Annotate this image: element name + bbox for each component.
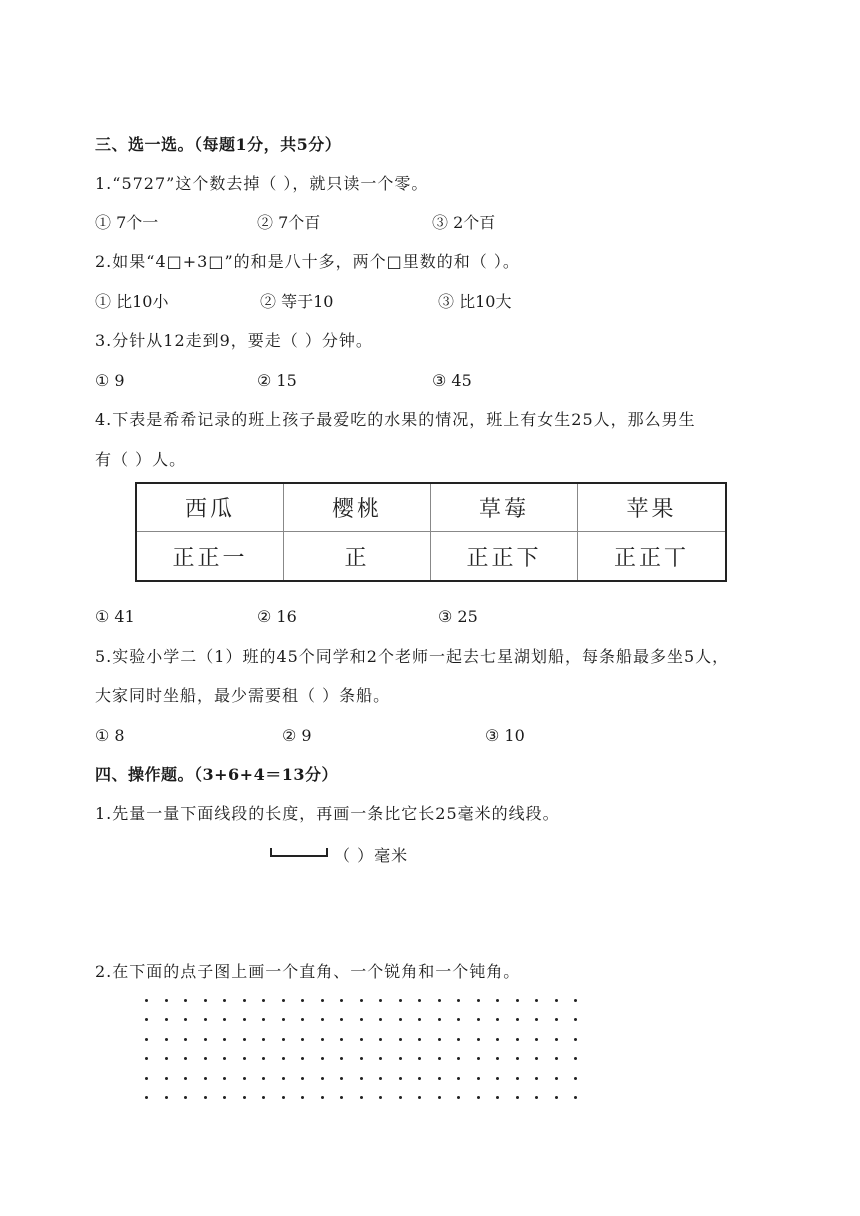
question-4-text-line1: 4.下表是希希记录的班上孩子最爱吃的水果的情况，班上有女生25人，那么男生 <box>95 410 696 429</box>
grid-dot[interactable] <box>282 1057 285 1060</box>
q4-option-1: ① 41 <box>95 607 135 626</box>
grid-dot[interactable] <box>165 1018 168 1021</box>
grid-dot[interactable] <box>418 1038 421 1041</box>
grid-dot[interactable] <box>165 1038 168 1041</box>
grid-dot[interactable] <box>301 1018 304 1021</box>
grid-dot[interactable] <box>457 1077 460 1080</box>
grid-dot[interactable] <box>457 1038 460 1041</box>
grid-dot[interactable] <box>145 1077 148 1080</box>
grid-dot[interactable] <box>204 1077 207 1080</box>
q2-option-2: ② 等于10 <box>260 292 334 311</box>
operation-2-text: 2.在下面的点子图上画一个直角、一个锐角和一个钝角。 <box>95 962 521 981</box>
grid-dot[interactable] <box>223 1038 226 1041</box>
grid-dot[interactable] <box>145 999 148 1002</box>
grid-dot[interactable] <box>262 1018 265 1021</box>
grid-dot[interactable] <box>165 1077 168 1080</box>
grid-dot[interactable] <box>145 1057 148 1060</box>
section-3-heading: 三、选一选。（每题1分，共5分） <box>95 135 342 154</box>
grid-dot[interactable] <box>184 999 187 1002</box>
fruit-tally-table <box>135 482 727 582</box>
grid-dot[interactable] <box>321 1057 324 1060</box>
table-header-cherry: 樱桃 <box>284 484 431 532</box>
grid-dot[interactable] <box>418 1018 421 1021</box>
q2-option-3: ③ 比10大 <box>438 292 512 311</box>
grid-dot[interactable] <box>496 1038 499 1041</box>
segment-line <box>270 855 328 857</box>
question-3-text: 3.分针从12走到9，要走（ ）分钟。 <box>95 331 373 350</box>
grid-dot[interactable] <box>535 1018 538 1021</box>
question-1-text: 1.“5727”这个数去掉（ ），就只读一个零。 <box>95 174 429 193</box>
table-header-strawberry: 草莓 <box>431 484 578 532</box>
table-header-apple: 苹果 <box>578 484 725 532</box>
grid-dot[interactable] <box>555 1077 558 1080</box>
grid-dot[interactable] <box>438 1018 441 1021</box>
grid-dot[interactable] <box>379 1077 382 1080</box>
grid-dot[interactable] <box>243 1057 246 1060</box>
grid-dot[interactable] <box>340 1096 343 1099</box>
grid-dot[interactable] <box>321 1096 324 1099</box>
grid-dot[interactable] <box>282 1038 285 1041</box>
grid-dot[interactable] <box>145 1038 148 1041</box>
q2-option-1: ① 比10小 <box>95 292 169 311</box>
grid-dot[interactable] <box>399 999 402 1002</box>
q4-option-2: ② 16 <box>257 607 297 626</box>
grid-dot[interactable] <box>184 1096 187 1099</box>
grid-dot[interactable] <box>145 1018 148 1021</box>
grid-dot[interactable] <box>535 999 538 1002</box>
grid-dot[interactable] <box>321 1077 324 1080</box>
dot-grid[interactable] <box>145 999 590 1124</box>
grid-dot[interactable] <box>379 1038 382 1041</box>
table-header-watermelon: 西瓜 <box>137 484 284 532</box>
grid-dot[interactable] <box>379 1057 382 1060</box>
grid-dot[interactable] <box>301 1038 304 1041</box>
grid-dot[interactable] <box>379 999 382 1002</box>
grid-dot[interactable] <box>165 999 168 1002</box>
grid-dot[interactable] <box>204 1038 207 1041</box>
grid-dot[interactable] <box>223 1096 226 1099</box>
grid-dot[interactable] <box>360 1018 363 1021</box>
grid-dot[interactable] <box>516 1057 519 1060</box>
grid-dot[interactable] <box>399 1077 402 1080</box>
grid-dot[interactable] <box>223 999 226 1002</box>
grid-dot[interactable] <box>243 1038 246 1041</box>
grid-dot[interactable] <box>535 1038 538 1041</box>
grid-dot[interactable] <box>457 1018 460 1021</box>
grid-dot[interactable] <box>457 1096 460 1099</box>
grid-dot[interactable] <box>399 1096 402 1099</box>
grid-dot[interactable] <box>321 1018 324 1021</box>
grid-dot[interactable] <box>555 1038 558 1041</box>
grid-dot[interactable] <box>399 1057 402 1060</box>
grid-dot[interactable] <box>243 1018 246 1021</box>
grid-dot[interactable] <box>243 1077 246 1080</box>
grid-dot[interactable] <box>321 1038 324 1041</box>
grid-dot[interactable] <box>399 1018 402 1021</box>
grid-dot[interactable] <box>360 1077 363 1080</box>
grid-dot[interactable] <box>360 1096 363 1099</box>
grid-dot[interactable] <box>145 1096 148 1099</box>
grid-dot[interactable] <box>555 1018 558 1021</box>
q5-option-3: ③ 10 <box>485 726 525 745</box>
grid-dot[interactable] <box>321 999 324 1002</box>
grid-dot[interactable] <box>301 1096 304 1099</box>
grid-dot[interactable] <box>477 1077 480 1080</box>
q1-option-3: ③ 2个百 <box>432 213 496 232</box>
grid-dot[interactable] <box>340 1077 343 1080</box>
grid-dot[interactable] <box>457 1057 460 1060</box>
q5-option-1: ① 8 <box>95 726 125 745</box>
grid-dot[interactable] <box>379 1018 382 1021</box>
grid-dot[interactable] <box>262 999 265 1002</box>
grid-dot[interactable] <box>301 1057 304 1060</box>
tally-apple: 正正丅 <box>613 545 689 571</box>
grid-dot[interactable] <box>340 1018 343 1021</box>
grid-dot[interactable] <box>223 1077 226 1080</box>
grid-dot[interactable] <box>360 999 363 1002</box>
question-5-text-line1: 5.实验小学二（1）班的45个同学和2个老师一起去七星湖划船，每条船最多坐5人， <box>95 647 730 666</box>
grid-dot[interactable] <box>496 999 499 1002</box>
grid-dot[interactable] <box>282 1018 285 1021</box>
grid-dot[interactable] <box>438 1038 441 1041</box>
grid-dot[interactable] <box>574 999 577 1002</box>
question-2-text: 2.如果“4□+3□”的和是八十多，两个□里数的和（ ）。 <box>95 252 520 271</box>
grid-dot[interactable] <box>301 999 304 1002</box>
grid-dot[interactable] <box>574 1038 577 1041</box>
grid-dot[interactable] <box>184 1057 187 1060</box>
grid-dot[interactable] <box>496 1018 499 1021</box>
grid-dot[interactable] <box>438 1057 441 1060</box>
segment-right-tick <box>326 848 328 857</box>
grid-dot[interactable] <box>418 1096 421 1099</box>
grid-dot[interactable] <box>184 1038 187 1041</box>
q1-option-1: ① 7个一 <box>95 213 159 232</box>
grid-dot[interactable] <box>574 1077 577 1080</box>
q4-option-3: ③ 25 <box>438 607 478 626</box>
operation-1-text: 1.先量一量下面线段的长度，再画一条比它长25毫米的线段。 <box>95 804 560 823</box>
grid-dot[interactable] <box>516 1077 519 1080</box>
grid-dot[interactable] <box>516 1038 519 1041</box>
grid-dot[interactable] <box>516 1096 519 1099</box>
grid-dot[interactable] <box>418 1057 421 1060</box>
grid-dot[interactable] <box>204 999 207 1002</box>
grid-dot[interactable] <box>496 1057 499 1060</box>
grid-dot[interactable] <box>399 1038 402 1041</box>
grid-dot[interactable] <box>555 1096 558 1099</box>
grid-dot[interactable] <box>223 1018 226 1021</box>
grid-dot[interactable] <box>477 1096 480 1099</box>
grid-dot[interactable] <box>516 999 519 1002</box>
grid-dot[interactable] <box>262 1038 265 1041</box>
grid-dot[interactable] <box>418 1077 421 1080</box>
q5-option-2: ② 9 <box>282 726 312 745</box>
grid-dot[interactable] <box>438 1077 441 1080</box>
grid-dot[interactable] <box>574 1057 577 1060</box>
segment-length-blank: （ ）毫米 <box>334 846 409 865</box>
grid-dot[interactable] <box>477 999 480 1002</box>
grid-dot[interactable] <box>282 1096 285 1099</box>
grid-dot[interactable] <box>204 1096 207 1099</box>
measure-line-segment <box>270 848 328 856</box>
grid-dot[interactable] <box>360 1057 363 1060</box>
grid-dot[interactable] <box>262 1057 265 1060</box>
grid-dot[interactable] <box>496 1096 499 1099</box>
grid-dot[interactable] <box>438 1096 441 1099</box>
grid-dot[interactable] <box>496 1077 499 1080</box>
grid-dot[interactable] <box>340 1057 343 1060</box>
grid-dot[interactable] <box>243 1096 246 1099</box>
grid-dot[interactable] <box>516 1018 519 1021</box>
grid-dot[interactable] <box>340 999 343 1002</box>
grid-dot[interactable] <box>223 1057 226 1060</box>
grid-dot[interactable] <box>282 1077 285 1080</box>
grid-dot[interactable] <box>243 999 246 1002</box>
tally-cherry: 正 <box>284 532 431 580</box>
grid-dot[interactable] <box>438 999 441 1002</box>
grid-dot[interactable] <box>301 1077 304 1080</box>
question-4-text-line2: 有（ ）人。 <box>95 450 187 469</box>
grid-dot[interactable] <box>262 1077 265 1080</box>
grid-dot[interactable] <box>477 1038 480 1041</box>
grid-dot[interactable] <box>340 1038 343 1041</box>
grid-dot[interactable] <box>184 1018 187 1021</box>
tally-watermelon: 正正一 <box>137 532 284 580</box>
grid-dot[interactable] <box>457 999 460 1002</box>
grid-dot[interactable] <box>535 1057 538 1060</box>
grid-dot[interactable] <box>418 999 421 1002</box>
grid-dot[interactable] <box>535 1096 538 1099</box>
grid-dot[interactable] <box>282 999 285 1002</box>
grid-dot[interactable] <box>204 1057 207 1060</box>
grid-dot[interactable] <box>574 1018 577 1021</box>
grid-dot[interactable] <box>574 1096 577 1099</box>
tally-strawberry: 正正下 <box>431 532 578 580</box>
question-5-text-line2: 大家同时坐船，最少需要租（ ）条船。 <box>95 686 391 705</box>
grid-dot[interactable] <box>165 1057 168 1060</box>
grid-dot[interactable] <box>184 1077 187 1080</box>
grid-dot[interactable] <box>477 1018 480 1021</box>
grid-dot[interactable] <box>262 1096 265 1099</box>
grid-dot[interactable] <box>360 1038 363 1041</box>
q3-option-3: ③ 45 <box>432 371 472 390</box>
q3-option-1: ① 9 <box>95 371 125 390</box>
section-4-heading: 四、操作题。（3+6+4＝13分） <box>95 765 338 784</box>
q1-option-2: ② 7个百 <box>257 213 321 232</box>
q3-option-2: ② 15 <box>257 371 297 390</box>
grid-dot[interactable] <box>477 1057 480 1060</box>
grid-dot[interactable] <box>204 1018 207 1021</box>
grid-dot[interactable] <box>379 1096 382 1099</box>
grid-dot[interactable] <box>535 1077 538 1080</box>
grid-dot[interactable] <box>555 999 558 1002</box>
grid-dot[interactable] <box>555 1057 558 1060</box>
grid-dot[interactable] <box>165 1096 168 1099</box>
